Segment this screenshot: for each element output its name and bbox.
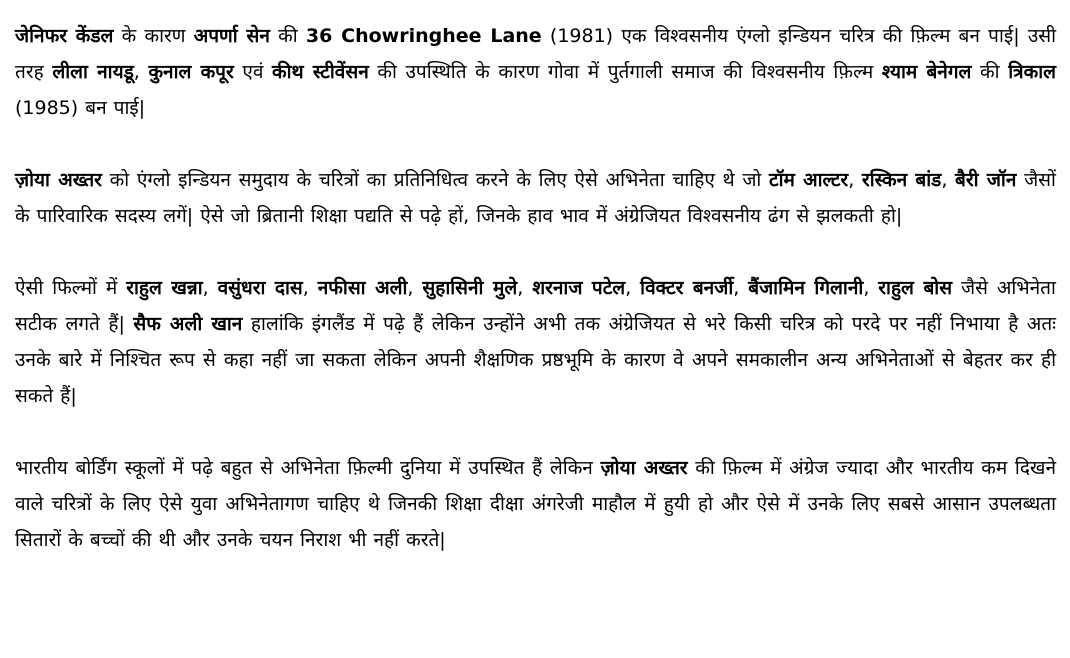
body-text: ,	[941, 169, 956, 191]
body-text: की उपस्थिति के कारण गोवा में पुर्तगाली समाज की विश्वसनीय फ़िल्म	[368, 61, 882, 83]
body-text: ,	[863, 277, 879, 299]
bold-name-text: बैंजामिन गिलानी	[748, 277, 864, 299]
body-text: की	[971, 61, 1009, 83]
bold-name-text: सुहासिनी मुले	[422, 277, 518, 299]
bold-name-text: श्याम बेनेगल	[881, 61, 972, 83]
body-text: की	[269, 25, 306, 47]
bold-name-text: वसुंधरा दास	[217, 277, 303, 299]
body-text: ,	[407, 277, 423, 299]
body-text: भारतीय बोर्डिंग स्कूलों में पढ़े बहुत से अभिनेता फ़िल्मी दुनिया में उपस्थित हैं लेकिन	[15, 457, 601, 479]
bold-name-text: टॉम आल्टर	[769, 169, 849, 191]
bold-name-text: कुनाल कपूर	[148, 61, 234, 83]
body-text: ,	[625, 277, 641, 299]
bold-name-text: राहुल बोस	[878, 277, 953, 299]
body-text: ,	[517, 277, 533, 299]
body-text: ,	[848, 169, 862, 191]
body-text: हालांकि इंगलैंड में पढ़े हैं लेकिन उन्होंने अभी तक अंग्रेजियत से भरे किसी चरित्र को परदे पर नहीं निभाया है अतः उनके बारे में निश्चित रूप से कहा नहीं जा सकता लेकिन अपनी शैक्षणिक प्रष्ठभूमि के कारण वे अपने समकालीन अन्य अभिनेताओं से बेहतर कर ही सकते हैं|	[15, 313, 1056, 407]
body-text: जैसे अभिनेता सटीक लगते हैं|	[15, 277, 1056, 335]
body-text: जैसों के पारिवारिक सदस्य लगें| ऐसे जो ब्रितानी शिक्षा पद्यति से पढ़े हों, जिनके हाव भाव में अंग्रेजियत विश्वसनीय ढंग से झलकती हो|	[15, 169, 1056, 227]
bold-name-text: ज़ोया अख्तर	[15, 169, 102, 191]
bold-name-text: जेनिफर केंडल	[15, 25, 114, 47]
bold-name-text: बैरी जॉन	[955, 169, 1017, 191]
body-text: ऐसी फिल्मों में	[15, 277, 127, 299]
body-text: की फ़िल्म में अंग्रेज ज्यादा और भारतीय कम दिखने वाले चरित्रों के लिए ऐसे युवा अभिनेतागण चाहिए थे जिनकी शिक्षा दीक्षा अंगरेजी माहौल में हुयी हो और ऐसे में उनके लिए सबसे आसान उपलब्धता सितारों के बच्चों की थी और उनके चयन निराश भी नहीं करते|	[15, 457, 1056, 551]
body-text: एवं	[233, 61, 273, 83]
bold-name-text: लीला नायडू	[52, 61, 134, 83]
bold-name-text: राहुल खन्ना	[126, 277, 203, 299]
bold-name-text: अपर्णा सेन	[193, 25, 270, 47]
body-text: ,	[202, 277, 218, 299]
bold-name-text: नफीसा अली	[317, 277, 408, 299]
bold-name-text: सैफ अली खान	[133, 313, 243, 335]
bold-name-text: रस्किन बांड	[861, 169, 942, 191]
body-text: (1981) एक विश्वसनीय एंग्लो इन्डियन चरित्र की फ़िल्म बन पाई| उसी तरह	[15, 25, 1057, 83]
paragraph-3	[15, 270, 1056, 414]
body-text: ,	[133, 61, 149, 83]
bold-name-text: त्रिकाल	[1008, 61, 1056, 83]
bold-name-text: ज़ोया अख्तर	[600, 457, 688, 479]
bold-name-text: विक्टर बनर्जी	[640, 277, 734, 299]
paragraph-4	[15, 450, 1056, 558]
paragraph-2	[15, 162, 1056, 234]
body-text: ,	[302, 277, 318, 299]
body-text: को एंग्लो इन्डियन समुदाय के चरित्रों का प्रतिनिधित्व करने के लिए ऐसे अभिनेता चाहिए थे जो	[101, 169, 770, 191]
bold-name-text: 36 Chowringhee Lane	[305, 25, 542, 47]
body-text: के कारण	[113, 25, 194, 47]
bold-name-text: शरनाज पटेल	[532, 277, 626, 299]
body-text: (1985) बन पाई|	[15, 97, 146, 119]
body-text: ,	[733, 277, 749, 299]
bold-name-text: कीथ स्टीवेंसन	[272, 61, 369, 83]
paragraph-1	[15, 18, 1056, 126]
